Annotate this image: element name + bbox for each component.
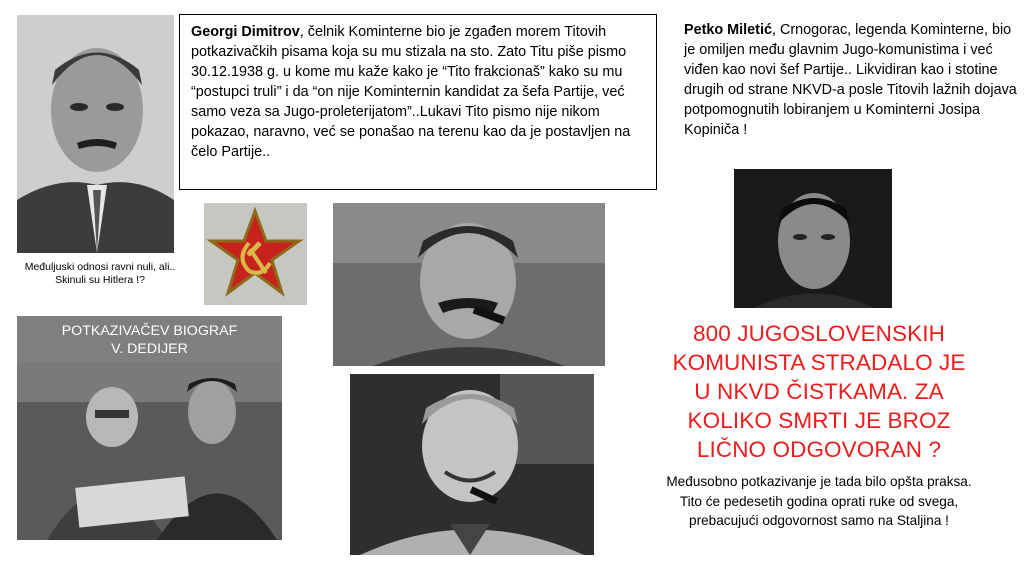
- dimitrov-portrait-photo: [17, 15, 174, 253]
- headline-line2: KOMUNISTA STRADALO JE: [672, 350, 966, 375]
- note-line2: Tito će pedesetih godina oprati ruke od svega,: [679, 493, 959, 509]
- note-line3: prebacujući odgovornost samo na Staljina !: [689, 513, 949, 528]
- tito-portrait-photo: [350, 374, 594, 555]
- headline-line1: 800 JUGOSLOVENSKIH: [693, 321, 945, 346]
- miletic-name: Petko Miletić: [684, 22, 772, 38]
- tito-dedijer-photo: [17, 362, 282, 540]
- headline-line5: LIČNO ODGOVORAN ?: [696, 437, 942, 462]
- note-line1: Međusobno potkazivanje je tada bilo opšta praksa.: [666, 474, 972, 489]
- dedijer-header-line2: V. DEDIJER: [111, 341, 188, 357]
- red-star-badge-photo: [204, 203, 307, 305]
- miletic-text: , Crnogorac, legenda Kominterne, bio je omiljen među glavnim Jugo-komunistima i već viđen kao novi šef Partije.. Likvidiran kao i stotine drugih od strane NKVD-a posle Titovih lažnih dojava potpomognutih lobiranjem u Kominterni Josipa Kopiniča !: [684, 22, 1017, 138]
- miletic-description: [684, 20, 1024, 140]
- dimitrov-caption: Međuljuski odnosi ravni nuli, ali.. Skinuli su Hitlera !?: [24, 261, 176, 286]
- purge-headline: [624, 319, 1014, 464]
- bottom-note: [614, 472, 1024, 531]
- dedijer-header: [17, 316, 282, 362]
- miletic-portrait-photo: [734, 169, 892, 308]
- dimitrov-quote-text: , čelnik Kominterne bio je zgađen morem Titovih potkazivačkih pisama koja su mu stizala na sto. Zato Titu piše pismo 30.12.1938 g. u kome mu kaže kako je “Tito frakcionaš” kako su mu “postupci truli” i da “on nije Kominternin kandidat za šefa Partije, već samo veza sa Jugo-proleterijatom”..Lukavi Tito pismo nije nikom pokazao, naravno, već se ponašao na terenu kao da je postavljen na čelo Partije..: [191, 24, 631, 160]
- headline-line4: KOLIKO SMRTI JE BROZ: [687, 408, 951, 433]
- headline-line3: U NKVD ČISTKAMA. ZA: [694, 379, 944, 404]
- dimitrov-name: Georgi Dimitrov: [191, 24, 300, 40]
- dimitrov-quote-box: [179, 14, 657, 190]
- stalin-photo: [333, 203, 605, 366]
- dedijer-header-line1: POTKAZIVAČEV BIOGRAF: [61, 323, 238, 339]
